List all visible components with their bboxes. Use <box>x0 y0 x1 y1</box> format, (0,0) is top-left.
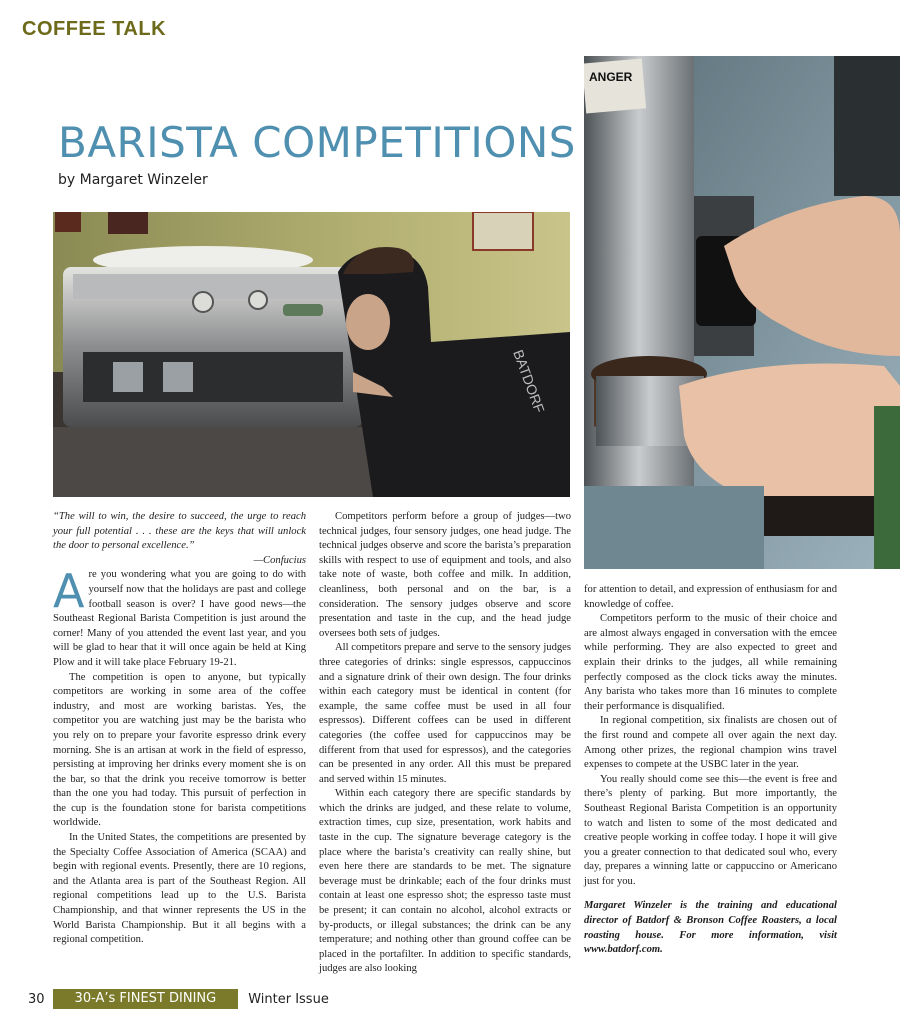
article-paragraph: for attention to detail, and expression of enthusiasm for and knowledge of coffee. <box>584 584 837 610</box>
magazine-name: 30-A’s FINEST DINING <box>53 989 239 1009</box>
pull-quote: “The will to win, the desire to succeed, the urge to reach your full potential . . . these are the keys that will unlock the door to personal excellence.” <box>53 511 306 552</box>
page-footer <box>28 990 329 1008</box>
page-number: 30 <box>28 991 45 1007</box>
svg-text:ANGER: ANGER <box>589 70 633 84</box>
svg-text:BATDORF: BATDORF <box>510 347 548 415</box>
article-paragraph: In regional competition, six finalists are chosen out of the first round and compete all over again the next day. Among other prizes, the regional champion wins travel expenses to compete at the USBC later in the year. <box>584 715 837 771</box>
tamping-photo <box>584 56 900 569</box>
article-paragraph-text: re you wondering what you are going to do with yourself now that the holidays are past and college football season is over? I have good news—the Southeast Regional Barista Competition is just around the corner! Many of you attended the event last year, and you will be glad to hear that it will once again be held at King Plow and it will take place February 19-21. <box>53 569 306 668</box>
article-paragraph: In the United States, the competitions are presented by the Specialty Coffee Association of America (SCAA) and begin with regional events. Presently, there are 10 regions, and the Atlanta area is part of the Southeast Region. All regional competitions lead up to the U.S. Barista Championship, and that winner represents the US in the World Barista Championship. But it all begins with a regional competition. <box>53 832 306 946</box>
article-title: BARISTA COMPETITIONS <box>58 118 576 167</box>
drop-cap: A <box>53 564 85 619</box>
author-bio: Margaret Winzeler is the training and educational director of Batdorf & Bronson Coffee Roasters, a local roasting house. For more information, visit www.batdorf.com. <box>584 900 837 956</box>
article-paragraph: You really should come see this—the event is free and there’s plenty of parking. But more importantly, the Southeast Regional Barista Competition is an opportunity to watch and listen to some of the most dedicated and creative people working in coffee today. I hope it will give you a greater connection to that dedicated soul who, every day, prepares a winning latte or cappuccino or Americano just for you. <box>584 773 837 887</box>
article-paragraph: Competitors perform before a group of judges—two technical judges, four sensory judges, one head judge. The technical judges observe and score the barista’s preparation skills with respect to use of equipment and tools, and also take note of waste, both coffee and milk. In addition, cleanliness, both personal and on the bar, is a consideration. The sensory judges observe and score presentation and taste in the cup, and the head judge oversees both sets of judges. <box>319 511 571 639</box>
article-byline: by Margaret Winzeler <box>58 172 208 188</box>
article-column-2 <box>319 510 571 977</box>
quote-attribution: —Confucius <box>253 554 306 566</box>
article-paragraph: All competitors prepare and serve to the sensory judges three categories of drinks: single espressos, cappuccinos and a signature drink of their own design. The four drinks within each category must be identical in content (for example, the same coffee must be used in all four espressos). Different coffees can be used in different categories (the coffee used for cappuccinos may be different from that used for espressos), and the categories can be presented in any order. All this must be prepared and served within 15 minutes. <box>319 642 571 785</box>
article-column-1 <box>53 510 306 948</box>
article-column-3 <box>584 583 837 958</box>
section-label: COFFEE TALK <box>22 18 167 40</box>
issue-name: Winter Issue <box>248 991 329 1007</box>
article-paragraph <box>53 564 306 670</box>
barista-photo <box>53 212 570 497</box>
article-paragraph: Competitors perform to the music of their choice and are almost always engaged in conversation with the emcee while performing. They are also expected to greet and explain their drinks to the judges, all while remaining perfectly composed as the clock ticks away the minutes. Any barista who takes more than 16 minutes to complete their performance is disqualified. <box>584 613 837 712</box>
article-paragraph: The competition is open to anyone, but typically competitors are working in some area of the coffee industry, and most are working baristas. Yes, the competitor you are watching just may be the barista who you rely on to prepare your favorite espresso drink every morning. She is an artisan at work in the field of espresso, persisting at improving her drinks every moment she is on the bar, so that the drink you receive tomorrow is better than the one you had today. This pursuit of perfection in the cup is the foundation stone for barista competitions worldwide. <box>53 671 306 829</box>
article-paragraph: Within each category there are specific standards by which the drinks are judged, and these relate to volume, extraction times, cup size, presentation, work habits and taste in the cup. The signature beverage category is the place where the barista’s creativity can really shine, but even here there are standards to be met. The signature beverage must be drinkable; each of the four drinks must contain at least one espresso shot; the espresso taste must be present; it can contain no alcohol, alcohol extracts or by-products, or illegal substances; the drink can be any temperature; and nothing other than ground coffee can be placed in the portafilter. In addition to specific standards, judges are also looking <box>319 788 571 975</box>
